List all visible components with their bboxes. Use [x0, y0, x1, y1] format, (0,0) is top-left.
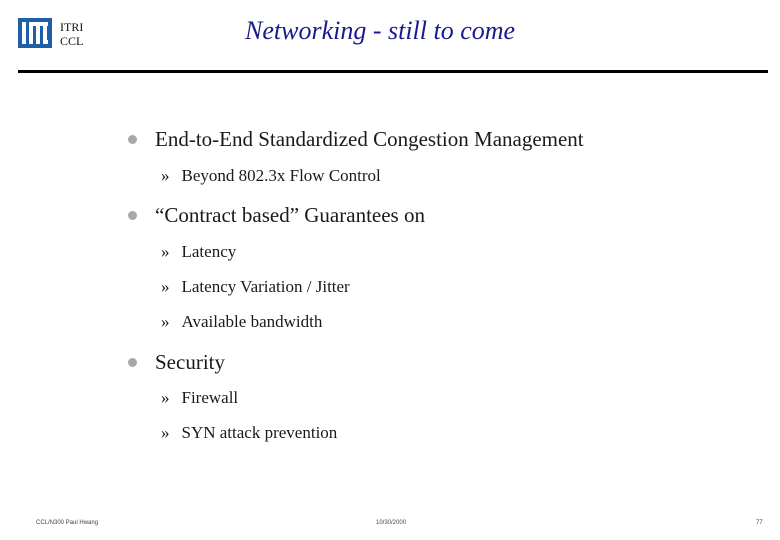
bullet-item: [128, 203, 425, 228]
sub-bullet-item: [161, 166, 381, 186]
itri-logo-icon: [18, 18, 52, 48]
sub-bullet-marker: »: [161, 166, 170, 185]
sub-bullet-marker: »: [161, 388, 170, 407]
bullet-text: End-to-End Standardized Congestion Management: [155, 127, 584, 151]
sub-bullet-marker: »: [161, 277, 170, 296]
sub-bullet-marker: »: [161, 312, 170, 331]
org-line-2: CCL: [60, 34, 84, 48]
sub-bullet-marker: »: [161, 242, 170, 261]
sub-bullet-text: SYN attack prevention: [181, 423, 338, 442]
organization-label: [60, 20, 83, 48]
footer-page-number: 77: [756, 520, 763, 526]
sub-bullet-item: [161, 423, 337, 443]
footer-date: 10/30/2000: [376, 520, 407, 526]
sub-bullet-text: Firewall: [181, 388, 239, 407]
footer-author: CCL/N300 Paul Hwang: [36, 520, 99, 526]
sub-bullet-text: Beyond 802.3x Flow Control: [181, 166, 381, 185]
bullet-dot-icon: [128, 211, 137, 220]
title-divider: [18, 70, 768, 73]
bullet-dot-icon: [128, 135, 137, 144]
bullet-item: [128, 127, 584, 152]
bullet-text: Security: [155, 350, 225, 374]
sub-bullet-text: Latency: [181, 242, 237, 261]
slide-title: Networking - still to come: [245, 16, 516, 45]
org-line-1: ITRI: [60, 20, 84, 34]
sub-bullet-text: Available bandwidth: [181, 312, 323, 331]
bullet-item: [128, 350, 225, 375]
sub-bullet-marker: »: [161, 423, 170, 442]
sub-bullet-item: [161, 388, 238, 408]
sub-bullet-item: [161, 277, 350, 297]
bullet-dot-icon: [128, 358, 137, 367]
sub-bullet-item: [161, 312, 322, 332]
sub-bullet-text: Latency Variation / Jitter: [181, 277, 350, 296]
bullet-text: “Contract based” Guarantees on: [155, 203, 425, 227]
sub-bullet-item: [161, 242, 236, 262]
